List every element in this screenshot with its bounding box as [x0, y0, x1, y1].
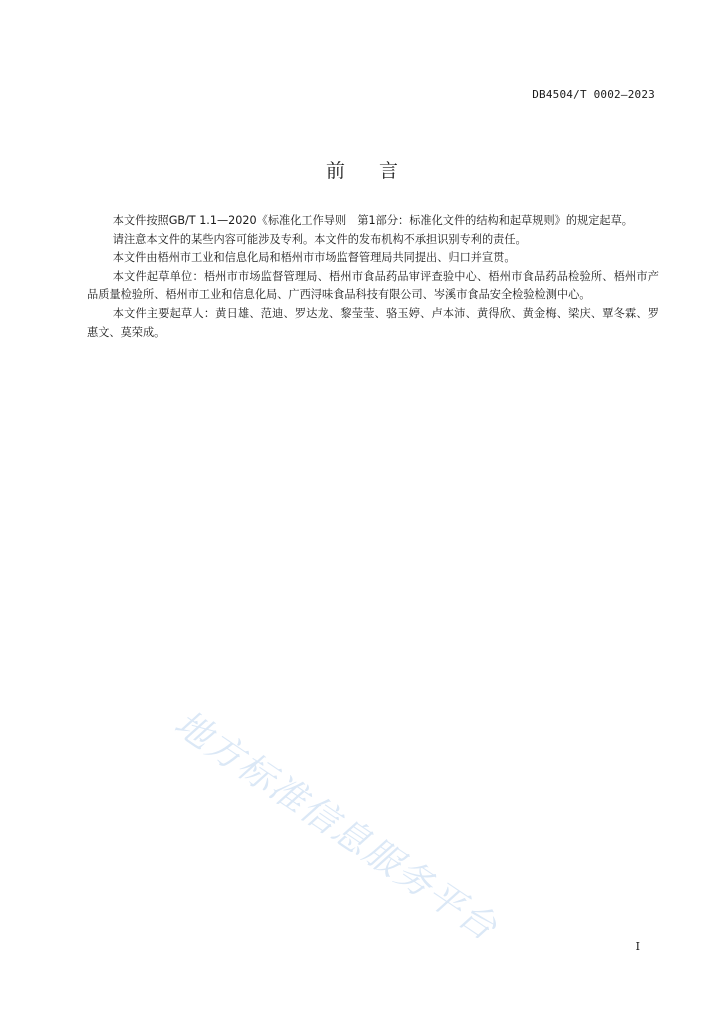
page-number: I	[635, 940, 640, 953]
watermark: 地方标准信息服务平台	[166, 702, 505, 950]
document-code: DB4504/T 0002—2023	[532, 88, 655, 101]
paragraph-drafting-units: 本文件起草单位：梧州市市场监督管理局、梧州市食品药品审评查验中心、梧州市食品药品检验所、梧州市产品质量检验所、梧州市工业和信息化局、广西浔味食品科技有限公司、岑溪市食品安全检验检测中心。	[87, 269, 659, 302]
paragraph-drafting-rule: 本文件按照GB/T 1.1—2020《标准化工作导则 第1部分：标准化文件的结构和起草规则》的规定起草。	[112, 214, 633, 227]
paragraph-patent-notice: 请注意本文件的某些内容可能涉及专利。本文件的发布机构不承担识别专利的责任。	[112, 232, 527, 246]
paragraph-proposer: 本文件由梧州市工业和信息化局和梧州市市场监督管理局共同提出、归口并宣贯。	[112, 251, 516, 265]
page-title: 前言	[325, 160, 432, 182]
foreword-body	[87, 212, 659, 342]
paragraph-drafters: 本文件主要起草人：黄日雄、范迪、罗达龙、黎莹莹、骆玉婷、卢本沛、黄得欣、黄金梅、梁庆、覃冬霖、罗惠文、莫荣成。	[87, 306, 659, 339]
